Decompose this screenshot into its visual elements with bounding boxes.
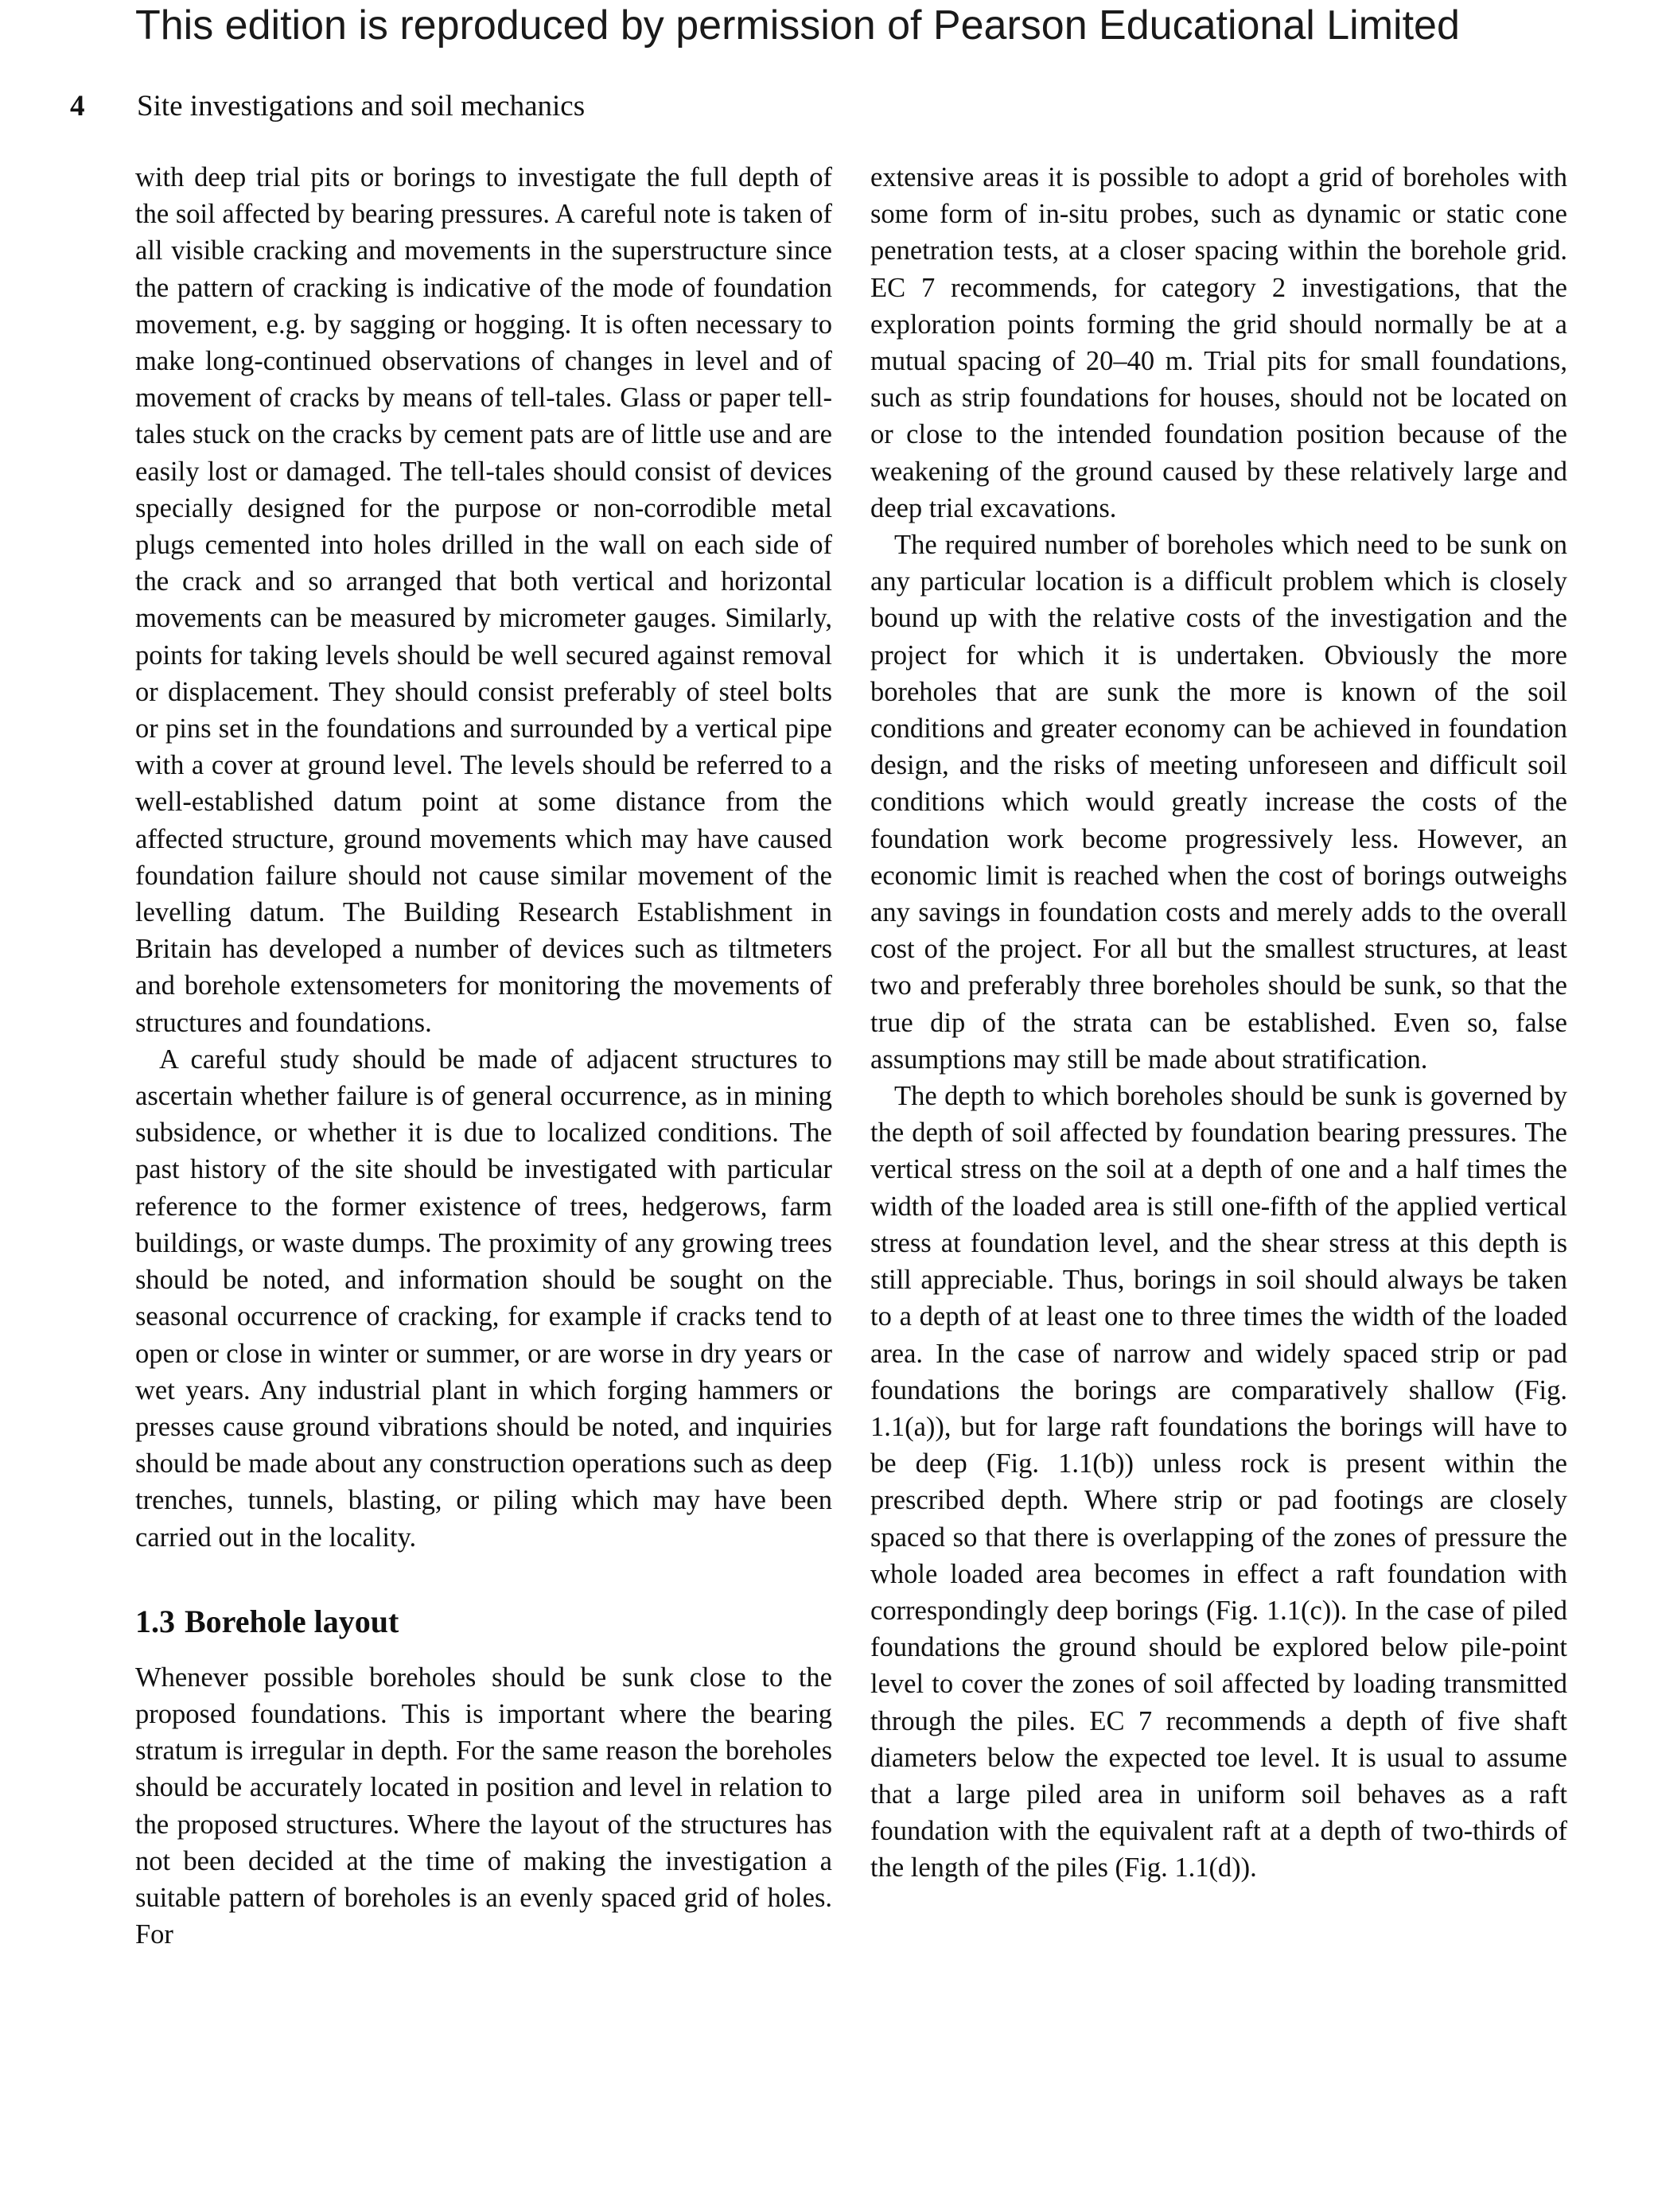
section-number: 1.3 <box>135 1603 175 1639</box>
section-heading <box>135 1602 832 1642</box>
running-head-title: Site investigations and soil mechanics <box>137 90 586 122</box>
paragraph: The required number of boreholes which need to be sunk on any particular location is a difficult problem which is closely bound up with the relative costs of the investigation and the project for which it is undertaken. Obviously the more boreholes that are sunk the more is known of the soil conditions and greater economy can be achieved in foundation design, and the risks of meeting unforeseen and difficult soil conditions which would greatly increase the costs of the foundation work become progressively less. However, an economic limit is reached when the cost of borings outweighs any savings in foundation costs and merely adds to the overall cost of the project. For all but the smallest structures, at least two and preferably three boreholes should be sunk, so that the true dip of the strata can be established. Even so, false assumptions may still be made about stratification. <box>870 530 1567 1075</box>
paragraph: The depth to which boreholes should be sunk is governed by the depth of soil affected by foundation bearing pressures. The vertical stress on the soil at a depth of one and a half times the width of the loaded area is still one-fifth of the applied vertical stress at foundation level, and the shear stress at this depth is still appreciable. Thus, borings in soil should always be taken to a depth of at least one to three times the width of the loaded area. In the case of narrow and widely spaced strip or pad foundations the borings are comparatively shallow (Fig. 1.1(a)), but for large raft foundations the borings will have to be deep (Fig. 1.1(b)) unless rock is present within the prescribed depth. Where strip or pad footings are closely spaced so that there is overlapping of the zones of pressure the whole loaded area becomes in effect a raft foundation with correspondingly deep borings (Fig. 1.1(c)). In the case of piled foundations the ground should be explored below pile-point level to cover the zones of soil affected by loading transmitted through the piles. EC 7 recommends a depth of five shaft diameters below the expected toe level. It is usual to assume that a large piled area in uniform soil behaves as a raft foundation with the equivalent raft at a depth of two-thirds of the length of the piles (Fig. 1.1(d)). <box>870 1081 1567 1884</box>
paragraph: A careful study should be made of adjacent structures to ascertain whether failure is of general occurrence, as in mining subsidence, or whether it is due to localized conditions. The past history of the site should be investigated with particular reference to the former existence of trees, hedgerows, farm buildings, or waste dumps. The proximity of any growing trees should be noted, and information should be sought on the seasonal occurrence of cracking, for example if cracks tend to open or close in winter or summer, or are worse in dry years or wet years. Any industrial plant in which forging hammers or presses cause ground vibrations should be noted, and inquiries should be made about any construction operations such as deep trenches, tunnels, blasting, or piling which may have been carried out in the locality. <box>135 1044 832 1553</box>
paragraph: with deep trial pits or borings to investigate the full depth of the soil affected by bearing pressures. A careful note is taken of all visible cracking and movements in the superstructure since the pattern of cracking is indicative of the mode of foundation movement, e.g. by sagging or hogging. It is often necessary to make long-continued observations of changes in level and of movement of cracks by means of tell-tales. Glass or paper tell-tales stuck on the cracks by cement pats are of little use and are easily lost or damaged. The tell-tales should consist of devices specially designed for the purpose or non-corrodible metal plugs cemented into holes drilled in the wall on each side of the crack and so arranged that both vertical and horizontal movements can be measured by micrometer gauges. Similarly, points for taking levels should be well secured against removal or displacement. They should consist preferably of steel bolts or pins set in the foundations and surrounded by a vertical pipe with a cover at ground level. The levels should be referred to a well-established datum point at some distance from the affected structure, ground movements which may have caused foundation failure should not cause similar movement of the levelling datum. The Building Research Establishment in Britain has developed a number of devices such as tiltmeters and borehole extensometers for monitoring the movements of structures and foundations. <box>135 162 832 1038</box>
paragraph: Whenever possible boreholes should be sunk close to the proposed foundations. This is important where the bearing stratum is irregular in depth. For the same reason the boreholes should be accurately located in position and level in relation to the proposed structures. Where the layout of the structures has not been decided at the time of making the investigation a suitable pattern of boreholes is an evenly spaced grid of holes. For <box>135 1662 832 1950</box>
right-column <box>870 159 1567 1887</box>
left-column <box>135 159 832 1953</box>
paragraph: extensive areas it is possible to adopt a grid of boreholes with some form of in-situ probes, such as dynamic or static cone penetration tests, at a closer spacing within the borehole grid. EC 7 recommends, for category 2 investigations, that the exploration points forming the grid should normally be at a mutual spacing of 20–40 m. Trial pits for small foundations, such as strip foundations for houses, should not be located on or close to the intended foundation position because of the weakening of the ground caused by these relatively large and deep trial excavations. <box>870 162 1567 523</box>
running-head <box>70 86 585 127</box>
page-number: 4 <box>70 90 85 122</box>
permission-banner: This edition is reproduced by permission of Pearson Educational Limited <box>135 2 1460 49</box>
section-title: Borehole layout <box>185 1603 399 1639</box>
